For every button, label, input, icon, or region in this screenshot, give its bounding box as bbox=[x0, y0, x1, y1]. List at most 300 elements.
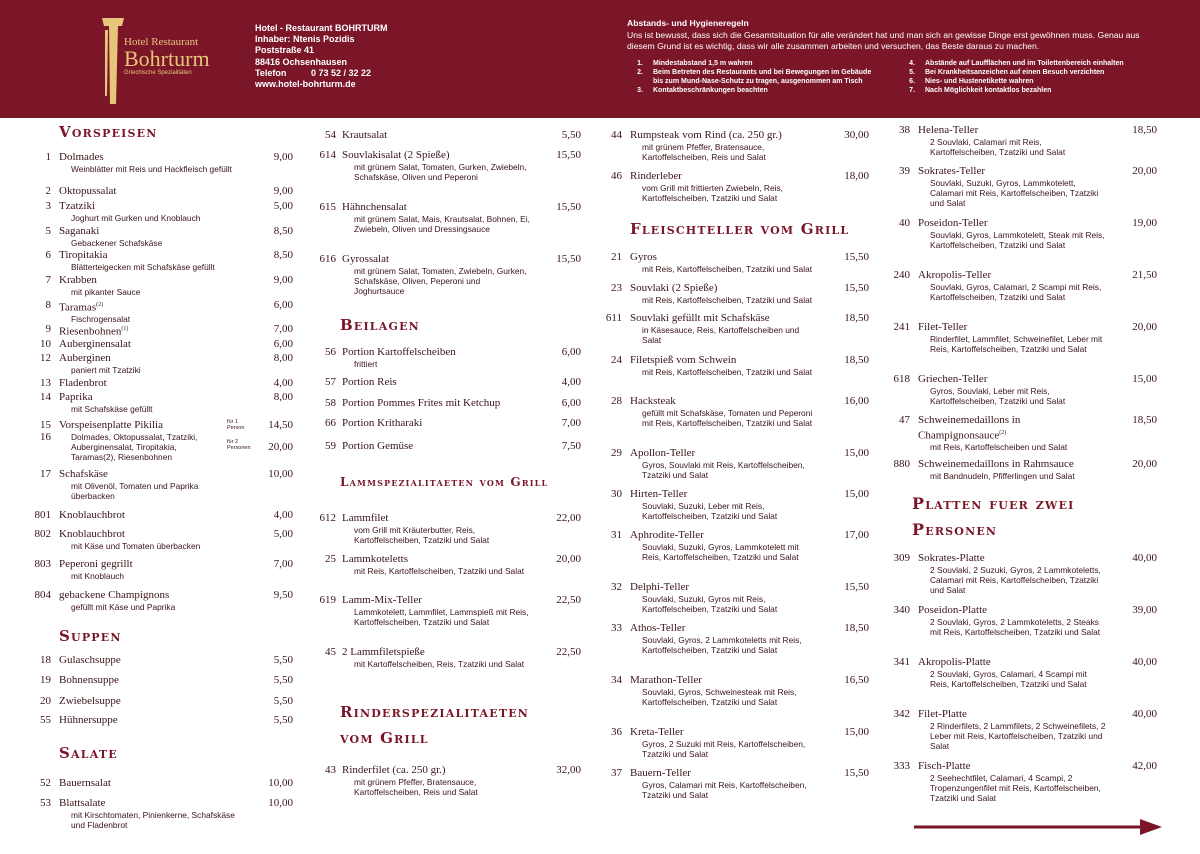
item-price: 10,00 bbox=[268, 777, 293, 789]
item-body bbox=[918, 269, 1107, 302]
item-name-text: Knoblauchbrot bbox=[59, 509, 125, 521]
item-body bbox=[630, 447, 819, 480]
section-heading-text: Beilagen bbox=[340, 316, 420, 334]
item-body bbox=[342, 417, 531, 430]
item-body bbox=[59, 468, 243, 501]
item-name bbox=[59, 352, 243, 365]
item-name bbox=[630, 447, 819, 460]
item-body bbox=[59, 338, 243, 351]
item-name bbox=[918, 604, 1107, 617]
menu-item[interactable] bbox=[33, 674, 293, 687]
address-line: 88416 Ochsenhausen bbox=[255, 56, 348, 67]
item-name-text: Riesenbohnen bbox=[59, 325, 122, 338]
item-body bbox=[342, 149, 531, 182]
item-body bbox=[59, 654, 243, 667]
item-name bbox=[630, 726, 819, 739]
item-description: 2 Seehechtfilet, Calamari, 4 Scampi, 2 Tropenzungenfilet mit Reis, Kartoffelscheiben, Tzatziki und Salat bbox=[930, 772, 1101, 804]
next-page-arrow-icon[interactable] bbox=[914, 818, 1164, 836]
item-description: 2 Souvlaki, Gyros, 2 Lammkoteletts, 2 Steaks mit Reis, Kartoffelscheiben, Tzatziki und Salat bbox=[930, 616, 1101, 637]
item-name bbox=[630, 674, 819, 687]
menu-item[interactable] bbox=[884, 604, 1157, 637]
item-description: Rinderfilet, Lammfilet, Schweinefilet, Leber mit Reis, Kartoffelscheiben, Tzatziki und Salat bbox=[930, 333, 1103, 354]
hygiene-rule bbox=[899, 86, 1167, 95]
item-price: 15,50 bbox=[556, 253, 581, 265]
item-description: Souvlaki, Suzuki, Gyros mit Reis, Kartoffelscheiben, Tzatziki und Salat bbox=[642, 593, 778, 614]
item-number: 7 bbox=[45, 274, 51, 286]
menu-item[interactable] bbox=[310, 417, 581, 430]
item-price: 15,50 bbox=[556, 149, 581, 161]
item-body bbox=[342, 512, 531, 545]
item-body bbox=[342, 376, 531, 389]
item-name-text: gebackene Champignons bbox=[59, 589, 170, 601]
item-description: Souvlaki, Suzuki, Leber mit Reis, Kartoffelscheiben, Tzatziki und Salat bbox=[642, 500, 778, 521]
item-price: 15,50 bbox=[844, 282, 869, 294]
menu-item[interactable] bbox=[600, 170, 869, 203]
menu-item[interactable] bbox=[310, 129, 581, 142]
item-description: mit Bandnudeln, Pfifferlingen und Salat bbox=[930, 470, 1075, 481]
menu-item[interactable] bbox=[310, 512, 581, 545]
hygiene-rule-number: 6. bbox=[909, 77, 915, 85]
item-price: 6,00 bbox=[561, 346, 581, 358]
menu-item[interactable] bbox=[600, 767, 869, 800]
item-price: 19,00 bbox=[1132, 217, 1157, 229]
item-name-text: Souvlaki (2 Spieße) bbox=[630, 282, 718, 294]
item-number: 24 bbox=[611, 354, 622, 366]
menu-item[interactable] bbox=[884, 321, 1157, 354]
item-number: 18 bbox=[40, 654, 51, 666]
item-name-text: Tzatziki bbox=[59, 200, 96, 212]
item-number: 3 bbox=[45, 200, 51, 212]
item-price: 22,00 bbox=[556, 512, 581, 524]
item-name bbox=[630, 622, 819, 635]
menu-item[interactable] bbox=[310, 346, 581, 369]
item-name bbox=[59, 249, 243, 262]
item-price: 15,50 bbox=[844, 767, 869, 779]
item-price: 15,50 bbox=[844, 581, 869, 593]
item-number: 30 bbox=[611, 488, 622, 500]
section-heading-text: Salate bbox=[59, 744, 118, 762]
item-number: 55 bbox=[40, 714, 51, 726]
item-name-text: Rumpsteak vom Rind (ca. 250 gr.) bbox=[630, 129, 782, 141]
menu-item[interactable] bbox=[884, 373, 1157, 406]
menu-item[interactable] bbox=[600, 251, 869, 274]
item-price: 7,50 bbox=[561, 440, 581, 452]
item-body bbox=[59, 299, 243, 325]
hygiene-rule-text: Beim Betreten des Restaurants und bei Bewegungen im Gebäude bis zum Mund-Nase-Schutz zu tragen, ausgenommen am Tisch bbox=[653, 68, 872, 85]
item-name-text: Bauernsalat bbox=[59, 777, 111, 789]
hygiene-rule-text: Kontaktbeschränkungen beachten bbox=[653, 86, 768, 94]
menu-item[interactable] bbox=[33, 185, 293, 198]
menu-item[interactable] bbox=[600, 312, 869, 345]
logo-sub: Griechische Spezialitäten bbox=[124, 70, 192, 76]
logo-text bbox=[124, 36, 210, 76]
item-name-text: Gulaschsuppe bbox=[59, 654, 121, 666]
item-number: 241 bbox=[893, 321, 910, 333]
item-number: 801 bbox=[34, 509, 51, 521]
item-name bbox=[918, 124, 1107, 137]
hygiene-rule-number: 1. bbox=[637, 59, 643, 67]
menu-item[interactable] bbox=[310, 594, 581, 627]
item-price: 15,00 bbox=[844, 488, 869, 500]
item-body bbox=[630, 581, 819, 614]
item-name bbox=[342, 594, 531, 607]
menu-item[interactable] bbox=[33, 391, 293, 414]
item-name-text: Krautsalat bbox=[342, 129, 388, 141]
item-name-text: Akropolis-Platte bbox=[918, 656, 991, 668]
item-description: mit Olivenöl, Tomaten und Paprika überbacken bbox=[71, 480, 199, 501]
item-price: 7,00 bbox=[561, 417, 581, 429]
item-number: 15 bbox=[40, 419, 51, 431]
menu-item[interactable] bbox=[33, 777, 293, 790]
item-name bbox=[59, 391, 243, 404]
item-number: 31 bbox=[611, 529, 622, 541]
menu-item[interactable] bbox=[600, 581, 869, 614]
item-price: 30,00 bbox=[844, 129, 869, 141]
item-body bbox=[59, 352, 243, 375]
item-price: 8,50 bbox=[273, 225, 293, 237]
menu-item[interactable] bbox=[33, 589, 293, 612]
item-description: mit Reis, Kartoffelscheiben, Tzatziki und Salat bbox=[354, 565, 525, 576]
menu-item[interactable] bbox=[884, 656, 1157, 689]
item-name-text: Delphi-Teller bbox=[630, 581, 690, 593]
item-description: 2 Souvlaki, 2 Suzuki, Gyros, 2 Lammkoteletts, Calamari mit Reis, Kartoffelscheiben, Tzatziki und Salat bbox=[930, 564, 1101, 596]
item-footnote: (2) bbox=[999, 429, 1007, 436]
menu-column bbox=[33, 122, 293, 842]
item-name-text: Poseidon-Platte bbox=[918, 604, 988, 616]
item-name bbox=[59, 558, 243, 571]
item-body bbox=[630, 354, 819, 377]
menu-item[interactable] bbox=[310, 201, 581, 234]
item-description: frittiert bbox=[354, 358, 378, 369]
item-number: 13 bbox=[40, 377, 51, 389]
item-name-text: Dolmades bbox=[59, 151, 104, 163]
menu-item[interactable] bbox=[310, 553, 581, 576]
menu-item[interactable] bbox=[310, 253, 581, 297]
item-price: 20,00 bbox=[1132, 458, 1157, 470]
item-name-text: Auberginensalat bbox=[59, 338, 131, 350]
item-body bbox=[59, 509, 243, 522]
item-name bbox=[630, 767, 819, 780]
menu-item[interactable] bbox=[310, 149, 581, 182]
item-number: 803 bbox=[34, 558, 51, 570]
menu-item[interactable] bbox=[600, 529, 869, 562]
item-price: 6,00 bbox=[273, 299, 293, 311]
item-name-text: Helena-Teller bbox=[918, 124, 979, 136]
item-description: Gyros, Souvlaki, Leber mit Reis, Kartoffelscheiben, Tzatziki und Salat bbox=[930, 385, 1066, 406]
item-body bbox=[59, 377, 243, 390]
menu-item[interactable] bbox=[33, 509, 293, 522]
item-description: 2 Souvlaki, Calamari mit Reis, Kartoffelscheiben, Tzatziki und Salat bbox=[930, 136, 1066, 157]
item-number: 19 bbox=[40, 674, 51, 686]
hygiene-rule-number: 7. bbox=[909, 86, 915, 94]
item-number: 804 bbox=[34, 589, 51, 601]
item-name-text: Portion Gemüse bbox=[342, 440, 414, 452]
item-name bbox=[630, 354, 819, 367]
menu-item[interactable] bbox=[600, 282, 869, 305]
menu-item[interactable] bbox=[600, 674, 869, 707]
item-description: mit grünem Salat, Tomaten, Gurken, Zwiebeln, Schafskäse, Oliven und Peperoni bbox=[354, 161, 527, 182]
item-name bbox=[342, 512, 531, 525]
item-price: 5,50 bbox=[273, 695, 293, 707]
item-number: 59 bbox=[325, 440, 336, 452]
item-description: mit grünem Salat, Mais, Krautsalat, Bohnen, Ei, Zwiebeln, Oliven und Dressingsauce bbox=[354, 213, 530, 234]
item-name-text: Paprika bbox=[59, 391, 93, 403]
section-heading-text: Suppen bbox=[59, 627, 122, 645]
item-name bbox=[59, 323, 243, 338]
menu-item[interactable] bbox=[310, 397, 581, 410]
item-number: 38 bbox=[899, 124, 910, 136]
menu-item[interactable] bbox=[884, 269, 1157, 302]
item-name-text: Peperoni gegrillt bbox=[59, 558, 133, 570]
hygiene-rule bbox=[899, 77, 1167, 86]
item-name bbox=[630, 282, 819, 295]
header-banner bbox=[0, 0, 1200, 118]
item-body bbox=[918, 124, 1107, 157]
menu-item[interactable] bbox=[33, 419, 293, 463]
item-name-text: Portion Reis bbox=[342, 376, 397, 388]
hygiene-rule-text: Abstände auf Laufflächen und im Toilettenbereich einhalten bbox=[925, 59, 1124, 67]
item-name bbox=[630, 312, 819, 325]
menu-item[interactable] bbox=[33, 797, 293, 830]
item-number: 618 bbox=[893, 373, 910, 385]
menu-item[interactable] bbox=[33, 151, 293, 174]
menu-item[interactable] bbox=[884, 708, 1157, 752]
item-description: mit Schafskäse gefüllt bbox=[71, 403, 153, 414]
item-number: 44 bbox=[611, 129, 622, 141]
item-name-text: Poseidon-Teller bbox=[918, 217, 988, 229]
item-number: 12 bbox=[40, 352, 51, 364]
phone-number: 0 73 52 / 32 22 bbox=[311, 67, 372, 78]
section-heading-text: Rinderspezialitaeten bbox=[340, 703, 530, 721]
address-line: Poststraße 41 bbox=[255, 45, 315, 56]
item-number: 10 bbox=[40, 338, 51, 350]
menu-item[interactable] bbox=[310, 764, 581, 797]
menu-item[interactable] bbox=[884, 217, 1157, 250]
menu-item[interactable] bbox=[33, 528, 293, 551]
item-body bbox=[59, 674, 243, 687]
item-body bbox=[342, 253, 531, 297]
item-body bbox=[630, 170, 819, 203]
item-name bbox=[59, 185, 243, 198]
item-price: 4,00 bbox=[561, 376, 581, 388]
menu-item[interactable] bbox=[33, 338, 293, 351]
item-name bbox=[59, 797, 243, 810]
item-body bbox=[59, 419, 251, 463]
item-name bbox=[342, 764, 531, 777]
item-body bbox=[630, 529, 819, 562]
phone-line bbox=[255, 68, 415, 79]
item-description: Dolmades, Oktopussalat, Tzatziki, Auberginensalat, Tiropitakia, Taramas(2), Riesenbohnen bbox=[71, 431, 198, 463]
item-body bbox=[918, 552, 1107, 596]
item-body bbox=[630, 488, 819, 521]
address-line: Hotel - Restaurant BOHRTURM bbox=[255, 23, 388, 33]
section-heading-text: Platten fuer zwei bbox=[912, 494, 1075, 513]
item-price: 20,00 bbox=[268, 441, 293, 453]
item-body bbox=[630, 726, 819, 759]
menu-item[interactable] bbox=[884, 414, 1157, 452]
menu-item[interactable] bbox=[33, 299, 293, 325]
item-name bbox=[342, 201, 531, 214]
menu-item[interactable] bbox=[600, 354, 869, 377]
menu-item[interactable] bbox=[33, 274, 293, 297]
hygiene-rule bbox=[627, 86, 877, 95]
menu-item[interactable] bbox=[884, 124, 1157, 157]
item-number: 39 bbox=[899, 165, 910, 177]
item-name bbox=[59, 274, 243, 287]
item-name bbox=[59, 589, 243, 602]
menu-item[interactable] bbox=[33, 200, 293, 223]
menu-item[interactable] bbox=[884, 165, 1157, 209]
item-name-text: Taramas bbox=[59, 301, 97, 314]
menu-item[interactable] bbox=[33, 654, 293, 667]
item-name-text: Portion Kritharaki bbox=[342, 417, 423, 429]
item-body bbox=[918, 708, 1107, 752]
item-body bbox=[59, 274, 243, 297]
item-body bbox=[342, 397, 531, 410]
item-name bbox=[59, 674, 243, 687]
item-price: 9,00 bbox=[273, 151, 293, 163]
menu-item[interactable] bbox=[884, 458, 1157, 481]
item-name-text: Blattsalate bbox=[59, 797, 106, 809]
item-price: 40,00 bbox=[1132, 656, 1157, 668]
item-number: 880 bbox=[893, 458, 910, 470]
address-block bbox=[255, 23, 415, 90]
item-name bbox=[918, 708, 1107, 721]
item-name-text: Hühnersuppe bbox=[59, 714, 118, 726]
menu-item[interactable] bbox=[33, 225, 293, 248]
logo-small: Hotel Restaurant bbox=[124, 36, 199, 48]
item-description: Weinblätter mit Reis und Hackfleisch gefüllt bbox=[71, 163, 232, 174]
item-name-text: Auberginen bbox=[59, 352, 111, 364]
item-name bbox=[918, 414, 1107, 442]
item-price: 4,00 bbox=[273, 377, 293, 389]
item-description: Souvlaki, Gyros, Calamari, 2 Scampi mit Reis, Kartoffelscheiben, Tzatziki und Salat bbox=[930, 281, 1102, 302]
item-name-text: Filet-Platte bbox=[918, 708, 967, 720]
item-number: 1 bbox=[45, 151, 51, 163]
hygiene-rule bbox=[627, 59, 877, 68]
menu-item[interactable] bbox=[33, 714, 293, 727]
section-heading bbox=[340, 472, 548, 492]
item-body bbox=[59, 151, 243, 174]
item-number: 17 bbox=[40, 468, 51, 480]
item-number: 615 bbox=[319, 201, 336, 213]
item-body bbox=[630, 129, 819, 162]
item-name bbox=[630, 395, 819, 408]
menu-item[interactable] bbox=[600, 129, 869, 162]
item-number: 619 bbox=[319, 594, 336, 606]
item-body bbox=[918, 217, 1107, 250]
item-price: 18,50 bbox=[1132, 414, 1157, 426]
hygiene-list-left bbox=[627, 59, 877, 95]
item-price: 10,00 bbox=[268, 468, 293, 480]
website-link[interactable]: www.hotel-bohrturm.de bbox=[255, 79, 356, 90]
item-number: 53 bbox=[40, 797, 51, 809]
item-description: mit grünem Pfeffer, Bratensauce, Kartoffelscheiben, Reis und Salat bbox=[642, 141, 766, 162]
item-name-text: Krabben bbox=[59, 274, 97, 286]
item-description: gefüllt mit Käse und Paprika bbox=[71, 601, 176, 612]
item-body bbox=[630, 674, 819, 707]
menu-item[interactable] bbox=[33, 249, 293, 272]
item-number: 58 bbox=[325, 397, 336, 409]
menu-item[interactable] bbox=[33, 377, 293, 390]
menu-item[interactable] bbox=[600, 726, 869, 759]
item-price: 5,50 bbox=[561, 129, 581, 141]
menu-item[interactable] bbox=[600, 622, 869, 655]
menu-item[interactable] bbox=[600, 447, 869, 480]
item-name-text: 2 Lammfiletspieße bbox=[342, 646, 425, 658]
item-name bbox=[342, 397, 531, 410]
menu-item[interactable] bbox=[600, 488, 869, 521]
item-name-text: Rinderfilet (ca. 250 gr.) bbox=[342, 764, 446, 776]
menu-item[interactable] bbox=[884, 760, 1157, 804]
item-price: 20,00 bbox=[1132, 321, 1157, 333]
menu-item[interactable] bbox=[310, 440, 581, 453]
item-name-text: Souvlakisalat (2 Spieße) bbox=[342, 149, 450, 161]
item-number: 333 bbox=[893, 760, 910, 772]
item-price: 15,00 bbox=[844, 447, 869, 459]
item-number: 5 bbox=[45, 225, 51, 237]
hygiene-rule-number: 4. bbox=[909, 59, 915, 67]
item-number: 43 bbox=[325, 764, 336, 776]
address-line: Inhaber: Ntenis Pozidis bbox=[255, 34, 355, 45]
item-price: 20,00 bbox=[556, 553, 581, 565]
item-name-text: Schafskäse bbox=[59, 468, 108, 480]
item-name bbox=[630, 129, 819, 142]
menu-item[interactable] bbox=[310, 376, 581, 389]
item-name bbox=[342, 376, 531, 389]
menu-item[interactable] bbox=[884, 552, 1157, 596]
item-price: 32,00 bbox=[556, 764, 581, 776]
item-description: Gyros, Calamari mit Reis, Kartoffelscheiben, Tzatziki und Salat bbox=[642, 779, 807, 800]
item-name-text: Filetspieß vom Schwein bbox=[630, 354, 737, 366]
hygiene-rule-text: Nach Möglichkeit kontaktlos bezahlen bbox=[925, 86, 1052, 94]
menu-item[interactable] bbox=[33, 352, 293, 375]
section-heading bbox=[340, 315, 420, 335]
menu-item[interactable] bbox=[310, 646, 581, 669]
item-name-text: Rinderleber bbox=[630, 170, 682, 182]
item-description: 2 Rinderfilets, 2 Lammfilets, 2 Schweinefilets, 2 Leber mit Reis, Kartoffelscheiben, Tzatziki und Salat bbox=[930, 720, 1106, 752]
item-price: 18,50 bbox=[844, 354, 869, 366]
hygiene-rule-number: 5. bbox=[909, 68, 915, 76]
item-number: 23 bbox=[611, 282, 622, 294]
item-name-text: Lammfilet bbox=[342, 512, 389, 524]
item-price: 10,00 bbox=[268, 797, 293, 809]
item-price: 22,50 bbox=[556, 646, 581, 658]
item-name-text: Griechen-Teller bbox=[918, 373, 988, 385]
menu-item[interactable] bbox=[33, 558, 293, 581]
item-price: 42,00 bbox=[1132, 760, 1157, 772]
item-number: 54 bbox=[325, 129, 336, 141]
item-number: 25 bbox=[325, 553, 336, 565]
item-number: 21 bbox=[611, 251, 622, 263]
item-body bbox=[630, 251, 819, 274]
hygiene-rule bbox=[899, 68, 1167, 77]
menu-item[interactable] bbox=[600, 395, 869, 428]
item-number: 47 bbox=[899, 414, 910, 426]
item-number: 9 bbox=[45, 323, 51, 335]
item-price: 14,50 bbox=[268, 419, 293, 431]
item-name bbox=[630, 488, 819, 501]
section-heading-text: Vorspeisen bbox=[59, 123, 158, 141]
menu-item[interactable] bbox=[33, 468, 293, 501]
item-price: 8,50 bbox=[273, 249, 293, 261]
item-name-text: Aphrodite-Teller bbox=[630, 529, 704, 541]
menu-item[interactable] bbox=[33, 695, 293, 708]
item-price: 9,50 bbox=[273, 589, 293, 601]
item-footnote: (2) bbox=[96, 302, 104, 308]
menu-item[interactable] bbox=[33, 323, 293, 338]
item-number: 32 bbox=[611, 581, 622, 593]
